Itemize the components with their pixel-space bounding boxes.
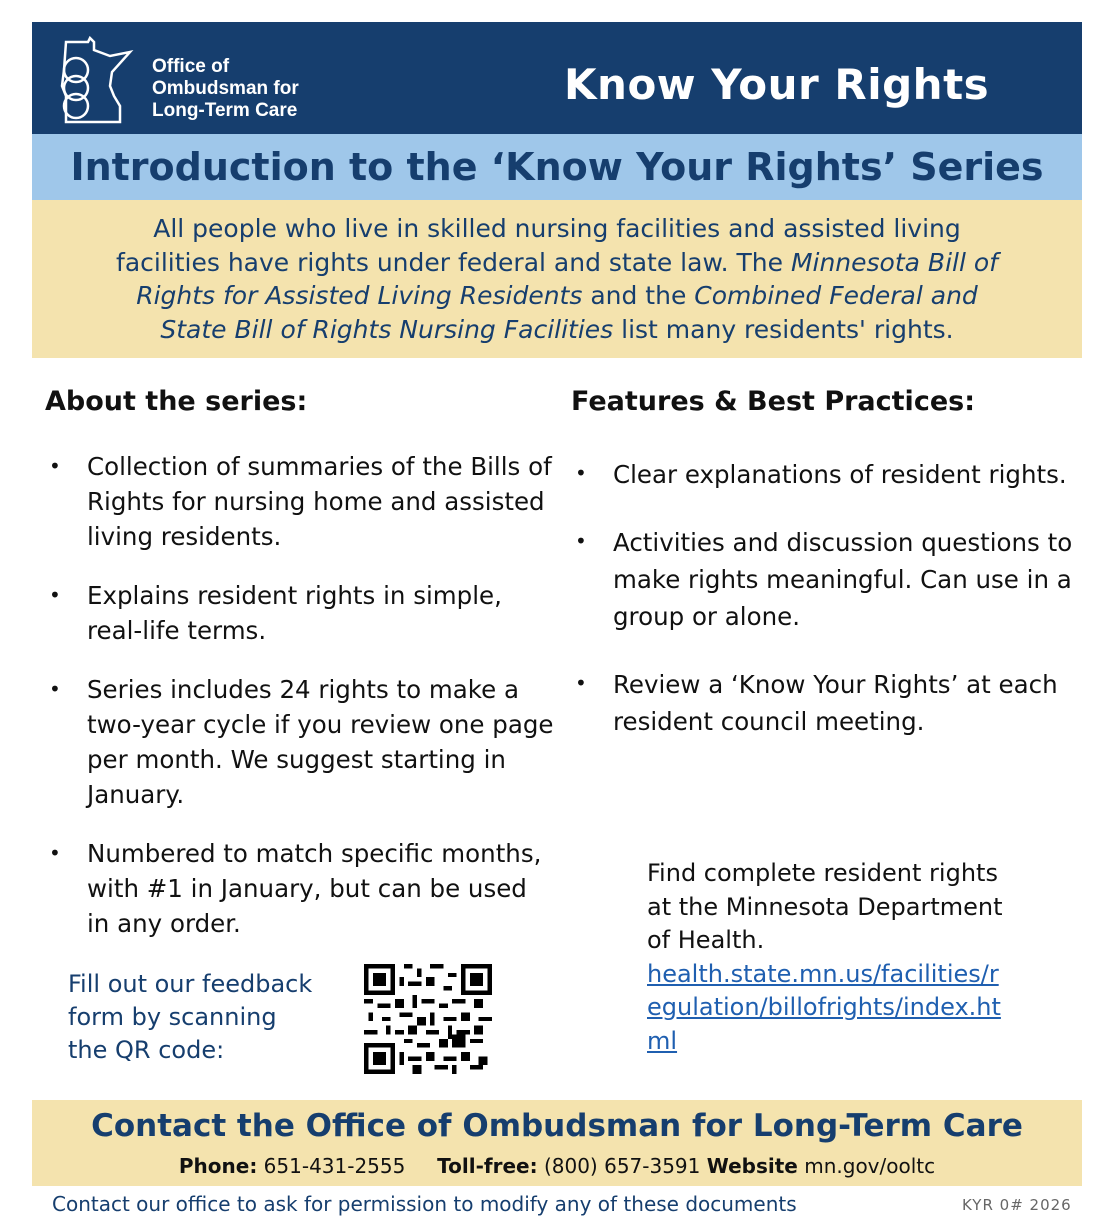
bullet-icon: •	[49, 841, 61, 865]
website-label: Website	[706, 1154, 798, 1178]
intro-italic-text: Combined Federal and	[694, 281, 978, 310]
header-banner	[32, 22, 1082, 134]
list-item	[571, 666, 1076, 740]
page-title: Know Your Rights	[564, 60, 990, 109]
intro-line	[32, 212, 1082, 246]
bullet-icon: •	[49, 454, 61, 478]
feedback-line: Fill out our feedback	[68, 970, 313, 998]
org-name-line: Office of	[152, 56, 230, 77]
bullet-icon: •	[575, 671, 587, 695]
list-item	[45, 578, 555, 648]
list-item	[571, 456, 1076, 493]
phone-label: Phone:	[178, 1154, 258, 1178]
contact-footer	[32, 1100, 1082, 1186]
intro-paragraph	[32, 200, 1082, 358]
list-item-text: Explains resident rights in simple, real-life terms.	[87, 581, 502, 645]
list-item-text: Clear explanations of resident rights.	[613, 460, 1067, 489]
document-code: KYR 0# 2026	[962, 1196, 1072, 1214]
list-item	[45, 672, 555, 812]
org-name-line: Ombudsman for	[152, 78, 299, 99]
permission-note: Contact our office to ask for permission to modify any of these documents	[52, 1192, 797, 1216]
org-name-line: Long-Term Care	[152, 100, 298, 121]
tollfree-number[interactable]: (800) 657-3591	[543, 1154, 701, 1178]
find-line: at the Minnesota Department	[647, 892, 1003, 921]
about-heading: About the series:	[45, 386, 308, 417]
features-heading: Features & Best Practices:	[571, 386, 975, 417]
bullet-icon: •	[575, 529, 587, 553]
intro-text: list many residents' rights.	[613, 314, 954, 344]
bullet-icon: •	[49, 677, 61, 701]
qr-code-icon[interactable]	[364, 964, 492, 1074]
bill-of-rights-link[interactable]	[647, 958, 1003, 1059]
intro-text: and the	[582, 281, 695, 310]
link-line[interactable]: egulation/billofrights/index.ht	[647, 993, 1001, 1021]
phone-number[interactable]: 651-431-2555	[263, 1154, 406, 1178]
feedback-prompt	[68, 968, 312, 1067]
list-item-text: Numbered to match specific months, with #1 in January, but can be used in any order.	[87, 839, 542, 938]
intro-line	[32, 246, 1082, 280]
link-line[interactable]: ml	[647, 1026, 678, 1055]
intro-text: All people who live in skilled nursing facilities and assisted living	[153, 214, 961, 243]
feedback-line: form by scanning	[68, 1003, 277, 1031]
link-line[interactable]: health.state.mn.us/facilities/r	[647, 959, 999, 988]
organization-name	[152, 56, 299, 122]
find-line: of Health.	[647, 926, 765, 954]
list-item-text: Series includes 24 rights to make a two-year cycle if you review one page per month. We suggest starting in January.	[87, 675, 554, 809]
about-list	[45, 449, 555, 965]
features-list	[571, 456, 1076, 771]
resident-rights-info	[647, 857, 1003, 1058]
intro-italic-text: State Bill of Rights Nursing Facilities	[160, 314, 614, 344]
intro-italic-text: Rights for Assisted Living Residents	[136, 281, 583, 310]
intro-text: facilities have rights under federal and state law. The	[116, 247, 791, 277]
list-item-text: Review a ‘Know Your Rights’ at each resident council meeting.	[613, 670, 1058, 736]
intro-line	[32, 279, 1082, 313]
list-item	[45, 449, 555, 554]
intro-line	[32, 313, 1082, 347]
bullet-icon: •	[49, 583, 61, 607]
website-link[interactable]: mn.gov/ooltc	[804, 1154, 936, 1178]
list-item	[45, 836, 555, 941]
contact-title: Contact the Office of Ombudsman for Long-Term Care	[91, 1108, 1023, 1144]
minnesota-logo-icon	[50, 36, 140, 126]
series-subtitle: Introduction to the ‘Know Your Rights’ Series	[32, 134, 1082, 200]
find-line: Find complete resident rights	[647, 859, 998, 887]
feedback-line: the QR code:	[68, 1036, 225, 1064]
contact-details	[32, 1154, 1082, 1178]
list-item	[571, 524, 1076, 635]
tollfree-label: Toll-free:	[437, 1154, 538, 1178]
list-item-text: Collection of summaries of the Bills of Rights for nursing home and assisted living residents.	[87, 452, 552, 551]
list-item-text: Activities and discussion questions to make rights meaningful. Can use in a group or alone.	[613, 528, 1073, 631]
bullet-icon: •	[575, 461, 587, 485]
intro-italic-text: Minnesota Bill of	[790, 247, 998, 277]
